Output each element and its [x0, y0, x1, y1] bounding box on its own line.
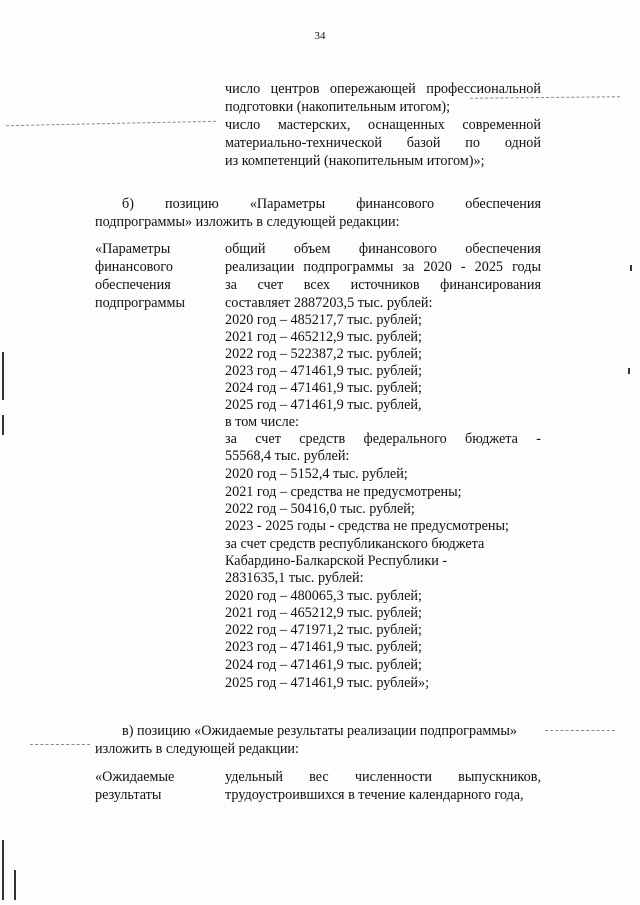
finance-label-line: подпрограммы [95, 295, 185, 311]
finance-line: 2024 год – 471461,9 тыс. рублей; [225, 380, 422, 396]
results-label-line: результаты [95, 787, 162, 803]
finance-line: 2020 год – 485217,7 тыс. рублей; [225, 312, 422, 328]
margin-mark [2, 840, 4, 900]
section-v-line-1: в) позицию «Ожидаемые результаты реализации подпрограммы» [122, 723, 517, 739]
finance-line: в том числе: [225, 414, 299, 430]
finance-line: Кабардино-Балкарской Республики - [225, 553, 448, 569]
finance-line: 2023 год – 471461,9 тыс. рублей; [225, 639, 422, 655]
top-line-4: материально-технической базой по одной [225, 135, 541, 151]
finance-line: за счет всех источников финансирования [225, 277, 541, 293]
finance-line: 55568,4 тыс. рублей: [225, 448, 350, 464]
finance-line: 2021 год – средства не предусмотрены; [225, 484, 462, 500]
results-line: удельный вес численности выпускников, [225, 769, 541, 785]
finance-line: 2023 год – 471461,9 тыс. рублей; [225, 363, 422, 379]
finance-line: 2021 год – 465212,9 тыс. рублей; [225, 329, 422, 345]
results-line: трудоустроившихся в течение календарного года, [225, 787, 524, 803]
finance-label-line: финансового [95, 259, 173, 275]
top-line-1: число центров опережающей профессиональной [225, 81, 541, 97]
finance-line: 2024 год – 471461,9 тыс. рублей; [225, 657, 422, 673]
section-b-line-2: подпрограммы» изложить в следующей редакции: [95, 214, 400, 230]
section-b-line-1: б) позицию «Параметры финансового обеспечения [122, 196, 541, 212]
scan-artifact-line [30, 744, 90, 745]
finance-line: 2025 год – 471461,9 тыс. рублей, [225, 397, 422, 413]
finance-line: 2022 год – 471971,2 тыс. рублей; [225, 622, 422, 638]
finance-line: за счет средств республиканского бюджета [225, 536, 485, 552]
finance-line: составляет 2887203,5 тыс. рублей: [225, 295, 433, 311]
finance-line: 2020 год – 5152,4 тыс. рублей; [225, 466, 408, 482]
top-line-5: из компетенций (накопительным итогом)»; [225, 153, 485, 169]
finance-line: 2021 год – 465212,9 тыс. рублей; [225, 605, 422, 621]
top-line-2: подготовки (накопительным итогом); [225, 99, 451, 115]
finance-label-line: «Параметры [95, 241, 171, 257]
margin-dot [628, 368, 630, 374]
finance-line: общий объем финансового обеспечения [225, 241, 541, 257]
finance-line: 2831635,1 тыс. рублей: [225, 570, 364, 586]
finance-line: реализации подпрограммы за 2020 - 2025 годы [225, 259, 541, 275]
top-line-3: число мастерских, оснащенных современной [225, 117, 541, 133]
finance-line: 2020 год – 480065,3 тыс. рублей; [225, 588, 422, 604]
finance-line: 2022 год – 522387,2 тыс. рублей; [225, 346, 422, 362]
margin-dot [630, 265, 632, 271]
finance-line: 2022 год – 50416,0 тыс. рублей; [225, 501, 415, 517]
scan-artifact-line [545, 730, 615, 731]
page-number: 34 [314, 30, 326, 42]
finance-line: 2023 - 2025 годы - средства не предусмотрены; [225, 518, 509, 534]
margin-mark [14, 870, 16, 900]
scan-artifact-line [6, 121, 216, 126]
finance-line: 2025 год – 471461,9 тыс. рублей»; [225, 675, 430, 691]
margin-mark [2, 415, 4, 435]
results-label-line: «Ожидаемые [95, 769, 175, 785]
finance-line: за счет средств федерального бюджета - [225, 431, 541, 447]
section-v-line-2: изложить в следующей редакции: [95, 741, 299, 757]
margin-mark [2, 352, 4, 400]
finance-label-line: обеспечения [95, 277, 171, 293]
